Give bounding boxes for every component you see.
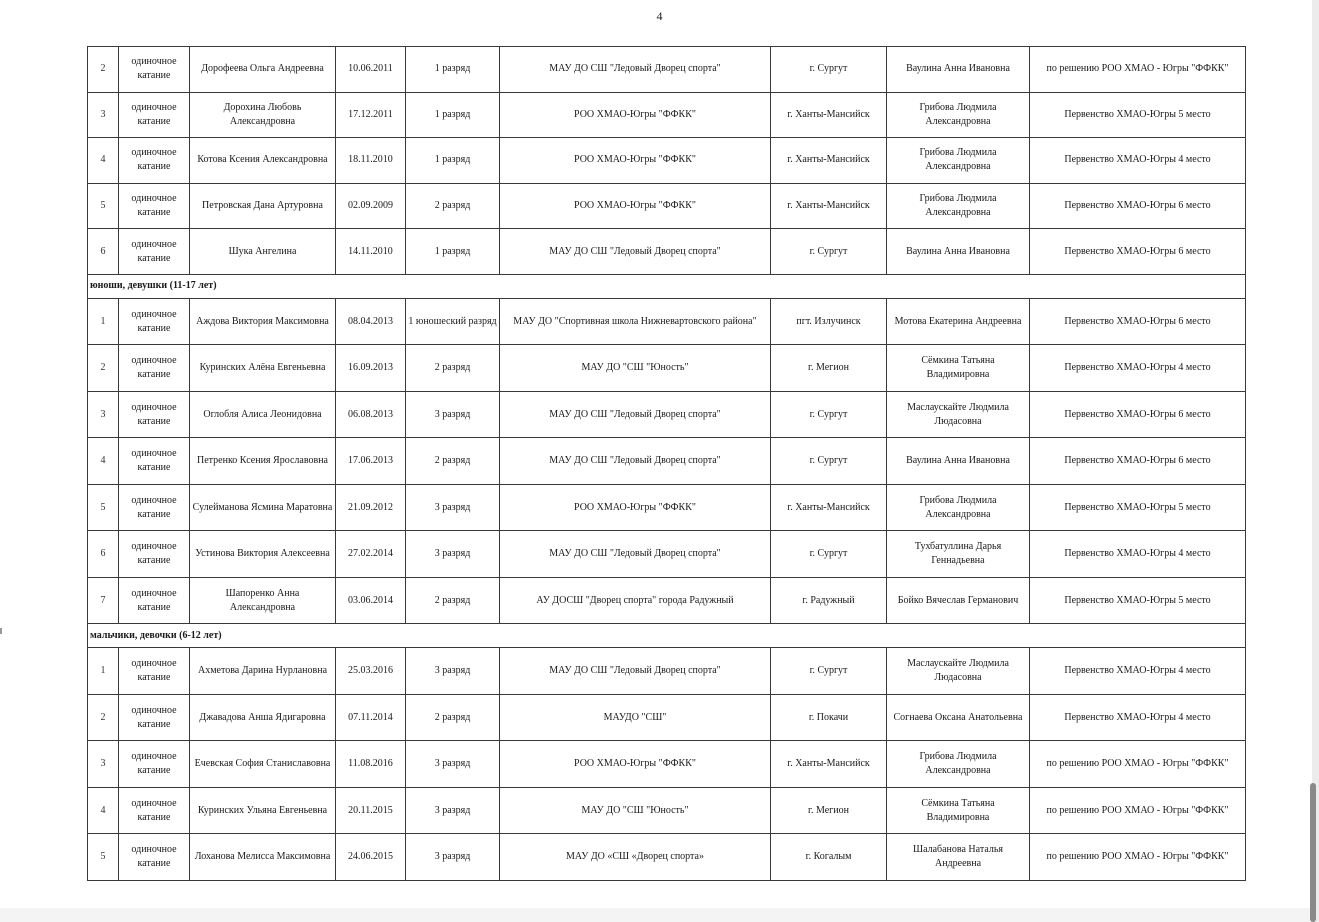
cell-sport-rank: 2 разряд xyxy=(406,694,500,741)
cell-sport-rank: 1 разряд xyxy=(406,229,500,275)
cell-basis: Первенство ХМАО-Югры 6 место xyxy=(1030,438,1246,485)
cell-sport-rank: 1 юношеский разряд xyxy=(406,298,500,345)
table-body xyxy=(88,47,1246,881)
cell-basis: Первенство ХМАО-Югры 5 место xyxy=(1030,577,1246,624)
group-heading-row xyxy=(88,624,1246,648)
cell-discipline: одиночное катание xyxy=(119,484,190,531)
cell-organization: МАУ ДО СШ "Ледовый Дворец спорта" xyxy=(500,438,771,485)
cell-organization: МАУ ДО "СШ "Юность" xyxy=(500,345,771,392)
cell-coach: Тухбатуллина Дарья Геннадьевна xyxy=(887,531,1030,578)
cell-discipline: одиночное катание xyxy=(119,438,190,485)
cell-sport-rank: 3 разряд xyxy=(406,787,500,834)
cell-sport-rank: 2 разряд xyxy=(406,345,500,392)
cell-athlete-name: Ечевская София Станиславовна xyxy=(190,741,336,788)
cell-athlete-name: Котова Ксения Александровна xyxy=(190,138,336,184)
cell-coach: Грибова Людмила Александровна xyxy=(887,183,1030,229)
cell-basis: Первенство ХМАО-Югры 5 место xyxy=(1030,92,1246,138)
cell-basis: Первенство ХМАО-Югры 5 место xyxy=(1030,484,1246,531)
cell-sport-rank: 3 разряд xyxy=(406,531,500,578)
cell-coach: Сёмкина Татьяна Владимировна xyxy=(887,345,1030,392)
cell-coach: Грибова Людмила Александровна xyxy=(887,92,1030,138)
cell-birth-date: 10.06.2011 xyxy=(336,47,406,93)
cell-number: 5 xyxy=(88,183,119,229)
cell-coach: Мотова Екатерина Андреевна xyxy=(887,298,1030,345)
cell-number: 1 xyxy=(88,298,119,345)
cell-number: 3 xyxy=(88,391,119,438)
cell-coach: Грибова Людмила Александровна xyxy=(887,484,1030,531)
cell-sport-rank: 3 разряд xyxy=(406,484,500,531)
cell-number: 6 xyxy=(88,229,119,275)
cell-athlete-name: Джавадова Анша Ядигаровна xyxy=(190,694,336,741)
cell-coach: Грибова Людмила Александровна xyxy=(887,741,1030,788)
cell-city: г. Мегион xyxy=(771,787,887,834)
cell-organization: МАУ ДО «СШ «Дворец спорта» xyxy=(500,834,771,881)
cell-basis: Первенство ХМАО-Югры 4 место xyxy=(1030,138,1246,184)
cell-sport-rank: 3 разряд xyxy=(406,648,500,695)
cell-coach: Согнаева Оксана Анатольевна xyxy=(887,694,1030,741)
table-row xyxy=(88,438,1246,485)
cell-city: г. Сургут xyxy=(771,47,887,93)
cell-city: г. Сургут xyxy=(771,648,887,695)
cell-sport-rank: 2 разряд xyxy=(406,438,500,485)
cell-organization: МАУ ДО СШ "Ледовый Дворец спорта" xyxy=(500,229,771,275)
cell-city: г. Сургут xyxy=(771,531,887,578)
cell-athlete-name: Ахметова Дарина Нурлановна xyxy=(190,648,336,695)
cell-birth-date: 21.09.2012 xyxy=(336,484,406,531)
cell-coach: Ваулина Анна Ивановна xyxy=(887,47,1030,93)
table-row xyxy=(88,787,1246,834)
cell-birth-date: 17.06.2013 xyxy=(336,438,406,485)
cell-city: г. Ханты-Мансийск xyxy=(771,484,887,531)
cell-organization: РОО ХМАО-Югры "ФФКК" xyxy=(500,741,771,788)
cell-discipline: одиночное катание xyxy=(119,298,190,345)
cell-athlete-name: Дорофеева Ольга Андреевна xyxy=(190,47,336,93)
table-row xyxy=(88,648,1246,695)
cell-organization: МАУ ДО СШ "Ледовый Дворец спорта" xyxy=(500,531,771,578)
cell-coach: Шалабанова Наталья Андреевна xyxy=(887,834,1030,881)
cell-sport-rank: 3 разряд xyxy=(406,391,500,438)
cell-sport-rank: 3 разряд xyxy=(406,834,500,881)
cell-number: 5 xyxy=(88,484,119,531)
cell-athlete-name: Куринских Алёна Евгеньевна xyxy=(190,345,336,392)
group-heading: юноши, девушки (11-17 лет) xyxy=(88,274,1246,298)
table-row xyxy=(88,298,1246,345)
cell-athlete-name: Устинова Виктория Алексеевна xyxy=(190,531,336,578)
cell-discipline: одиночное катание xyxy=(119,787,190,834)
cell-basis: по решению РОО ХМАО - Югры "ФФКК" xyxy=(1030,787,1246,834)
table-row xyxy=(88,834,1246,881)
cell-sport-rank: 1 разряд xyxy=(406,92,500,138)
cell-birth-date: 07.11.2014 xyxy=(336,694,406,741)
cell-discipline: одиночное катание xyxy=(119,138,190,184)
cell-birth-date: 06.08.2013 xyxy=(336,391,406,438)
scan-edge-mark xyxy=(0,628,2,634)
cell-organization: МАУДО "СШ" xyxy=(500,694,771,741)
cell-coach: Маслаускайте Людмила Людасовна xyxy=(887,648,1030,695)
table-row xyxy=(88,391,1246,438)
cell-city: г. Когалым xyxy=(771,834,887,881)
group-heading: мальчики, девочки (6-12 лет) xyxy=(88,624,1246,648)
cell-basis: Первенство ХМАО-Югры 6 место xyxy=(1030,183,1246,229)
cell-city: г. Ханты-Мансийск xyxy=(771,92,887,138)
cell-birth-date: 02.09.2009 xyxy=(336,183,406,229)
cell-basis: по решению РОО ХМАО - Югры "ФФКК" xyxy=(1030,741,1246,788)
scrollbar-thumb[interactable] xyxy=(1310,783,1316,922)
table-row xyxy=(88,92,1246,138)
cell-birth-date: 20.11.2015 xyxy=(336,787,406,834)
cell-basis: Первенство ХМАО-Югры 4 место xyxy=(1030,694,1246,741)
table-row xyxy=(88,577,1246,624)
cell-coach: Бойко Вячеслав Германович xyxy=(887,577,1030,624)
cell-birth-date: 18.11.2010 xyxy=(336,138,406,184)
cell-organization: МАУ ДО СШ "Ледовый Дворец спорта" xyxy=(500,391,771,438)
page-number: 4 xyxy=(656,9,663,23)
cell-number: 6 xyxy=(88,531,119,578)
cell-discipline: одиночное катание xyxy=(119,92,190,138)
cell-athlete-name: Петровская Дана Артуровна xyxy=(190,183,336,229)
cell-birth-date: 17.12.2011 xyxy=(336,92,406,138)
cell-basis: по решению РОО ХМАО - Югры "ФФКК" xyxy=(1030,834,1246,881)
cell-city: г. Сургут xyxy=(771,229,887,275)
group-heading-row xyxy=(88,274,1246,298)
cell-sport-rank: 1 разряд xyxy=(406,138,500,184)
cell-birth-date: 24.06.2015 xyxy=(336,834,406,881)
cell-organization: АУ ДОСШ "Дворец спорта" города Радужный xyxy=(500,577,771,624)
cell-coach: Маслаускайте Людмила Людасовна xyxy=(887,391,1030,438)
cell-athlete-name: Шапоренко Анна Александровна xyxy=(190,577,336,624)
cell-discipline: одиночное катание xyxy=(119,531,190,578)
cell-city: г. Мегион xyxy=(771,345,887,392)
cell-basis: Первенство ХМАО-Югры 4 место xyxy=(1030,648,1246,695)
cell-basis: Первенство ХМАО-Югры 4 место xyxy=(1030,345,1246,392)
cell-athlete-name: Куринских Ульяна Евгеньевна xyxy=(190,787,336,834)
cell-number: 1 xyxy=(88,648,119,695)
cell-birth-date: 08.04.2013 xyxy=(336,298,406,345)
cell-athlete-name: Сулейманова Ясмина Маратовна xyxy=(190,484,336,531)
table-row xyxy=(88,229,1246,275)
cell-city: г. Ханты-Мансийск xyxy=(771,138,887,184)
cell-sport-rank: 1 разряд xyxy=(406,47,500,93)
cell-organization: МАУ ДО "Спортивная школа Нижневартовского района" xyxy=(500,298,771,345)
cell-number: 2 xyxy=(88,47,119,93)
cell-organization: РОО ХМАО-Югры "ФФКК" xyxy=(500,138,771,184)
cell-number: 4 xyxy=(88,138,119,184)
table-row xyxy=(88,531,1246,578)
cell-number: 7 xyxy=(88,577,119,624)
cell-birth-date: 27.02.2014 xyxy=(336,531,406,578)
cell-athlete-name: Оглобля Алиса Леонидовна xyxy=(190,391,336,438)
cell-basis: Первенство ХМАО-Югры 4 место xyxy=(1030,531,1246,578)
cell-birth-date: 03.06.2014 xyxy=(336,577,406,624)
cell-coach: Грибова Людмила Александровна xyxy=(887,138,1030,184)
cell-sport-rank: 3 разряд xyxy=(406,741,500,788)
cell-number: 4 xyxy=(88,787,119,834)
cell-discipline: одиночное катание xyxy=(119,47,190,93)
cell-number: 3 xyxy=(88,92,119,138)
cell-number: 2 xyxy=(88,694,119,741)
cell-discipline: одиночное катание xyxy=(119,834,190,881)
athletes-table xyxy=(87,46,1246,881)
cell-coach: Сёмкина Татьяна Владимировна xyxy=(887,787,1030,834)
cell-athlete-name: Дорохина Любовь Александровна xyxy=(190,92,336,138)
cell-city: г. Сургут xyxy=(771,438,887,485)
cell-athlete-name: Петренко Ксения Ярославовна xyxy=(190,438,336,485)
table-row xyxy=(88,484,1246,531)
cell-basis: Первенство ХМАО-Югры 6 место xyxy=(1030,298,1246,345)
cell-discipline: одиночное катание xyxy=(119,183,190,229)
cell-number: 5 xyxy=(88,834,119,881)
cell-birth-date: 14.11.2010 xyxy=(336,229,406,275)
cell-organization: РОО ХМАО-Югры "ФФКК" xyxy=(500,92,771,138)
cell-city: г. Радужный xyxy=(771,577,887,624)
cell-discipline: одиночное катание xyxy=(119,345,190,392)
cell-coach: Ваулина Анна Ивановна xyxy=(887,229,1030,275)
cell-organization: МАУ ДО "СШ "Юность" xyxy=(500,787,771,834)
cell-birth-date: 16.09.2013 xyxy=(336,345,406,392)
table-row xyxy=(88,694,1246,741)
cell-number: 3 xyxy=(88,741,119,788)
cell-basis: Первенство ХМАО-Югры 6 место xyxy=(1030,229,1246,275)
cell-coach: Ваулина Анна Ивановна xyxy=(887,438,1030,485)
table-row xyxy=(88,47,1246,93)
cell-organization: МАУ ДО СШ "Ледовый Дворец спорта" xyxy=(500,47,771,93)
cell-sport-rank: 2 разряд xyxy=(406,577,500,624)
cell-organization: РОО ХМАО-Югры "ФФКК" xyxy=(500,484,771,531)
cell-athlete-name: Шука Ангелина xyxy=(190,229,336,275)
cell-basis: по решению РОО ХМАО - Югры "ФФКК" xyxy=(1030,47,1246,93)
cell-organization: МАУ ДО СШ "Ледовый Дворец спорта" xyxy=(500,648,771,695)
cell-discipline: одиночное катание xyxy=(119,648,190,695)
table-row xyxy=(88,345,1246,392)
cell-number: 4 xyxy=(88,438,119,485)
cell-athlete-name: Лоханова Мелисса Максимовна xyxy=(190,834,336,881)
cell-city: г. Покачи xyxy=(771,694,887,741)
cell-athlete-name: Аждова Виктория Максимовна xyxy=(190,298,336,345)
cell-city: г. Ханты-Мансийск xyxy=(771,741,887,788)
cell-number: 2 xyxy=(88,345,119,392)
cell-organization: РОО ХМАО-Югры "ФФКК" xyxy=(500,183,771,229)
cell-birth-date: 25.03.2016 xyxy=(336,648,406,695)
cell-discipline: одиночное катание xyxy=(119,741,190,788)
cell-discipline: одиночное катание xyxy=(119,229,190,275)
table-row xyxy=(88,138,1246,184)
cell-basis: Первенство ХМАО-Югры 6 место xyxy=(1030,391,1246,438)
cell-city: г. Сургут xyxy=(771,391,887,438)
cell-discipline: одиночное катание xyxy=(119,391,190,438)
cell-city: г. Ханты-Мансийск xyxy=(771,183,887,229)
cell-city: пгт. Излучинск xyxy=(771,298,887,345)
cell-discipline: одиночное катание xyxy=(119,577,190,624)
table-row xyxy=(88,183,1246,229)
table-row xyxy=(88,741,1246,788)
cell-sport-rank: 2 разряд xyxy=(406,183,500,229)
cell-birth-date: 11.08.2016 xyxy=(336,741,406,788)
cell-discipline: одиночное катание xyxy=(119,694,190,741)
